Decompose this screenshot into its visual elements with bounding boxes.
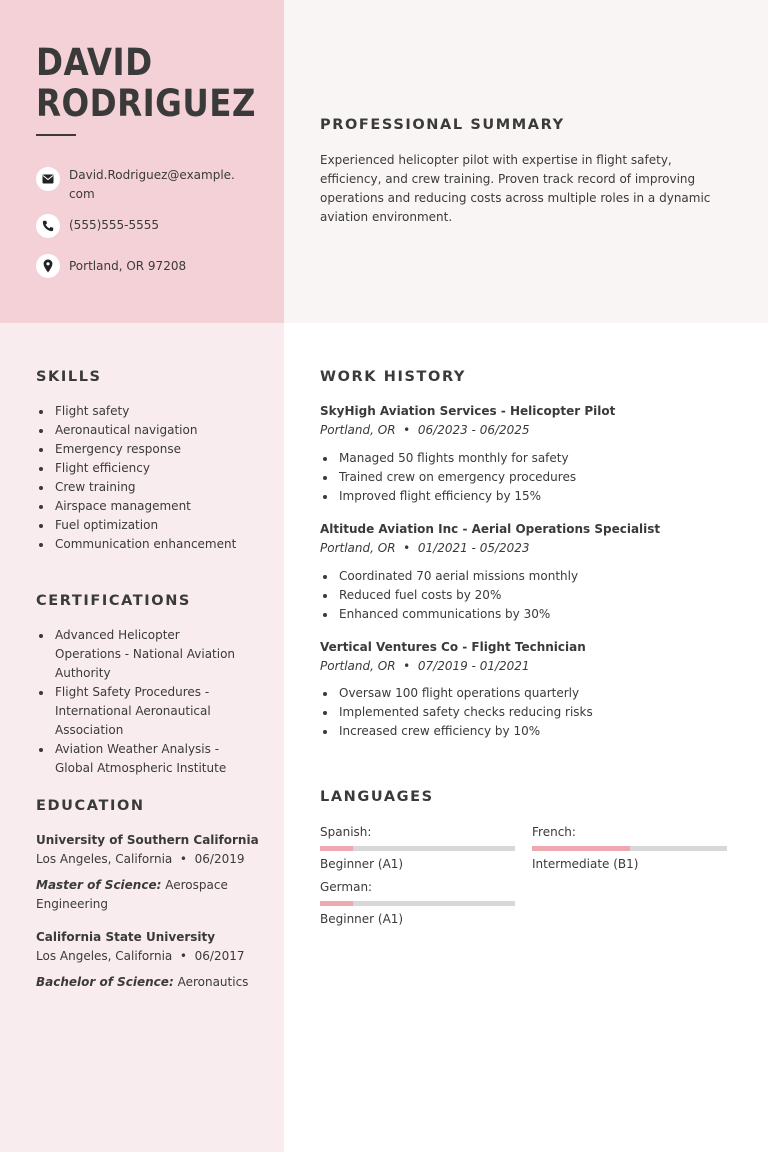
language-level: Beginner (A1) [320,857,404,871]
graduation-date: 06/2017 [194,949,245,963]
work-history-title: WORK HISTORY [320,369,467,385]
language-level: Intermediate (B1) [532,857,639,871]
job-bullets [320,567,740,624]
languages-title: LANGUAGES [320,789,434,805]
language-name: French: [532,825,576,839]
job-location: Portland, OR [320,541,396,555]
job-meta [320,657,530,676]
job-role: Helicopter Pilot [510,404,616,418]
language-name: German: [320,880,373,894]
skills-list [36,402,266,554]
list-item: Flight efficiency [36,459,266,478]
job-bullets [320,449,740,506]
language-level: Beginner (A1) [320,912,404,926]
school-name: California State University [36,930,216,944]
phone-icon [36,214,60,238]
company-name: Vertical Ventures Co [320,640,459,654]
job-meta [320,539,530,558]
job-dates: 06/2023 - 06/2025 [417,423,530,437]
job-meta [320,421,530,440]
degree-colon: : [156,878,162,892]
proficiency-fill [320,846,353,851]
list-item: Communication enhancement [36,535,266,554]
job-role: Flight Technician [471,640,586,654]
summary-title: PROFESSIONAL SUMMARY [320,117,565,133]
meta-separator: • [395,659,418,673]
school-location: Los Angeles, California [36,852,173,866]
list-item: Trained crew on emergency procedures [320,468,740,487]
summary-text: Experienced helicopter pilot with expertise in flight safety, efficiency, and crew training. Proven track record of improving operations and reducing costs across multiple roles in a dynamic aviation environment. [320,153,711,224]
education-entry [36,928,266,992]
list-item: Airspace management [36,497,266,516]
contact-phone [36,214,256,238]
address-text: Portland, OR 97208 [69,259,187,273]
language-item [532,823,727,874]
education-title: EDUCATION [36,798,145,814]
school-location: Los Angeles, California [36,949,173,963]
first-name: DAVID [36,41,153,84]
degree-name: Bachelor of Science [36,975,169,989]
list-item: Increased crew efficiency by 10% [320,722,740,741]
map-pin-icon [36,254,60,278]
list-item: Aeronautical navigation [36,421,266,440]
list-item: Coordinated 70 aerial missions monthly [320,567,740,586]
job-location: Portland, OR [320,659,396,673]
list-item: Fuel optimization [36,516,266,535]
title-separator: - [458,522,472,536]
list-item: Flight Safety Procedures - International Aeronautical Association [36,683,248,740]
meta-separator: • [176,949,195,963]
certifications-list [36,626,248,778]
degree [36,973,266,992]
title-separator: - [496,404,510,418]
list-item: Advanced Helicopter Operations - National Aviation Authority [36,626,248,683]
list-item: Aviation Weather Analysis - Global Atmospheric Institute [36,740,248,778]
job-dates: 01/2021 - 05/2023 [417,541,530,555]
list-item: Enhanced communications by 30% [320,605,740,624]
language-name: Spanish: [320,825,372,839]
title-separator: - [458,640,472,654]
proficiency-bar [532,846,727,851]
job-location: Portland, OR [320,423,396,437]
envelope-icon [36,167,60,191]
list-item: Improved flight efficiency by 15% [320,487,740,506]
job-dates: 07/2019 - 01/2021 [417,659,530,673]
certifications-title: CERTIFICATIONS [36,593,191,609]
skills-title: SKILLS [36,369,102,385]
job-title [320,402,615,421]
list-item: Managed 50 flights monthly for safety [320,449,740,468]
language-item [320,878,515,929]
job-title [320,638,586,657]
list-item: Emergency response [36,440,266,459]
school-name: University of Southern California [36,833,259,847]
list-item: Flight safety [36,402,266,421]
education-entry [36,831,266,914]
graduation-date: 06/2019 [194,852,245,866]
company-name: SkyHigh Aviation Services [320,404,497,418]
candidate-name [36,41,256,125]
degree-field: Aerospace Engineering [36,878,228,911]
degree-name: Master of Science [36,878,157,892]
list-item: Crew training [36,478,266,497]
proficiency-fill [532,846,630,851]
school-meta [36,850,266,869]
meta-separator: • [395,541,418,555]
email-text[interactable]: David.Rodriguez@example.com [69,168,235,201]
list-item: Oversaw 100 flight operations quarterly [320,684,740,703]
last-name: RODRIGUEZ [36,82,256,125]
job-title [320,520,660,539]
job-bullets [320,684,740,741]
school-meta [36,947,266,966]
phone-text[interactable]: (555)555-5555 [69,218,160,232]
degree-colon: : [168,975,174,989]
list-item: Reduced fuel costs by 20% [320,586,740,605]
proficiency-bar [320,901,515,906]
degree [36,876,236,914]
proficiency-fill [320,901,353,906]
contact-email [36,166,256,204]
degree-field: Aeronautics [177,975,249,989]
contact-address [36,254,256,278]
meta-separator: • [176,852,195,866]
job-role: Aerial Operations Specialist [471,522,661,536]
name-divider [36,134,76,136]
meta-separator: • [395,423,418,437]
language-item [320,823,515,874]
list-item: Implemented safety checks reducing risks [320,703,740,722]
company-name: Altitude Aviation Inc [320,522,459,536]
proficiency-bar [320,846,515,851]
